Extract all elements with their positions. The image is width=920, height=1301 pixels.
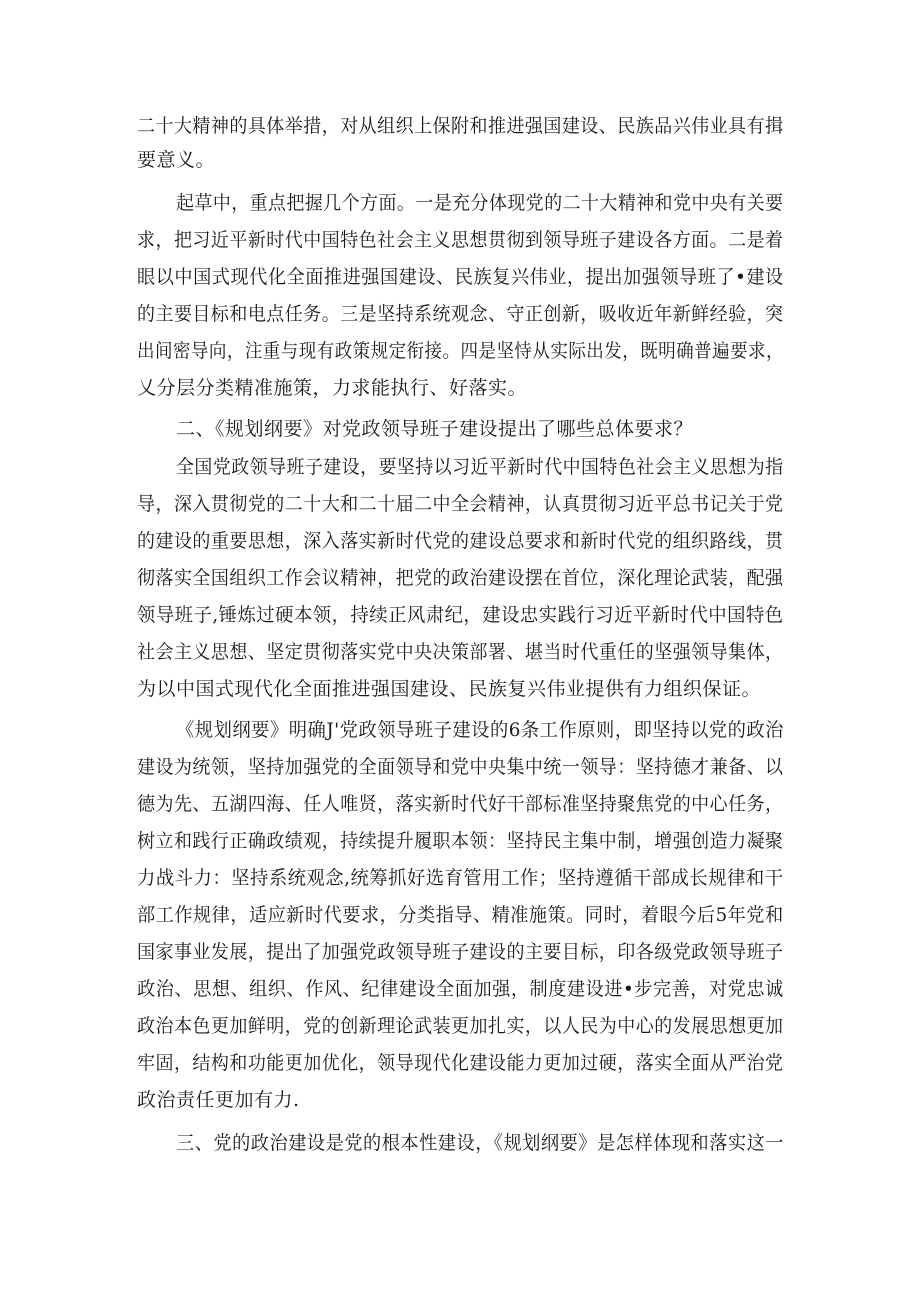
text-line: 的主要目标和电点任务。三是坚持系统观念、守正创新，吸收近年新鲜经验，突 [137,303,784,325]
text-line: 全国党政领导班子建设，要坚持以习近平新时代中国特色社会主义思想为指 [176,456,784,478]
text-line: 求，把习近平新时代中国特色社会主义思想贯彻到领导班子建设各方面。二是着 [137,229,784,251]
text-line: 导，深入贯彻党的二十大和二十届二中全会精神，认真贯彻习近平总书记关于党 [137,493,784,515]
text-line: 力战斗力：坚持系统观念,统筹抓好选育管用工作；坚持遵循干部成长规律和干 [137,867,784,889]
text-line: 牢固，结构和功能更加优化，领导现代化建设能力更加过硬，落实全面从严治党 [137,1052,784,1074]
text-line: 建设为统领，坚持加强党的全面领导和党中央集中统一领导：坚持德才兼备、以 [137,756,784,778]
text-line: 国家事业发展，提出了加强党政领导班子建设的主要目标，印各级党政领导班子 [137,941,784,963]
text-line: 政治本色更加鲜明，党的创新理论武装更加扎实，以人民为中心的发展思想更加 [137,1015,784,1037]
text-line: 眼以中国式现代化全面推进强国建设、民族复兴伟业，提出加强领导班了•建设 [137,266,784,288]
text-line: 要意义。 [137,149,216,171]
text-line: 政治、思想、组织、作风、纪律建设全面加强，制度建设进•步完善，对党忠诚 [137,978,784,1000]
text-line: 二十大精神的具体举措，对从组织上保附和推进强国建设、民族品兴伟业具有揖 [137,115,784,137]
text-line: 政治责任更加有力. [137,1089,300,1111]
text-line: 乂分层分类精准施策，力求能执行、好落实。 [137,377,528,399]
section-heading: 三、党的政治建设是党的根本性建设，《规划纲要》是怎样体现和落实这一 [176,1132,785,1154]
text-line: 社会主义思想、坚定贯彻落实党中央决策部署、堪当时代重任的坚强领导集体， [137,641,784,663]
section-heading: 二、《规划纲要》对党政领导班子建设提出了哪些总体要求？ [176,418,694,440]
text-line: 领导班子,锤炼过硬本领，持续正风肃纪，建设忠实践行习近平新时代中国特色 [137,604,784,626]
text-line: 起草中，重点把握几个方面。一是充分体现党的二十大精神和党中央有关要 [176,192,784,214]
text-line: 树立和践行正确政绩观，持续提升履职本领：坚持民主集中制，增强创造力凝聚 [137,830,784,852]
text-line: 部工作规律，适应新时代要求，分类指导、精准施策。同时，着眼今后5年党和 [137,904,784,926]
text-line: 德为先、五湖四海、任人唯贤，落实新时代好干部标准坚持聚焦党的中心任务， [137,793,784,815]
text-line: 《规划纲要》明确J'党政领导班子建设的6条工作原则，即坚持以党的政治 [176,719,784,741]
text-line: 的建设的重要思想，深入落实新时代党的建设总要求和新时代党的组织路线，贯 [137,530,784,552]
text-line: 出间密导向，注重与现有政策规定衔接。四是坚恃从实际出发，既明确普遍要求， [137,340,785,362]
text-line: 为以中国式现代化全面推进强国建设、民族复兴伟业提供有力组织保证。 [137,678,762,700]
text-line: 彻落实全国组织工作会议精神，把党的政治建设摆在首位，深化理论武装，配强 [137,567,784,589]
